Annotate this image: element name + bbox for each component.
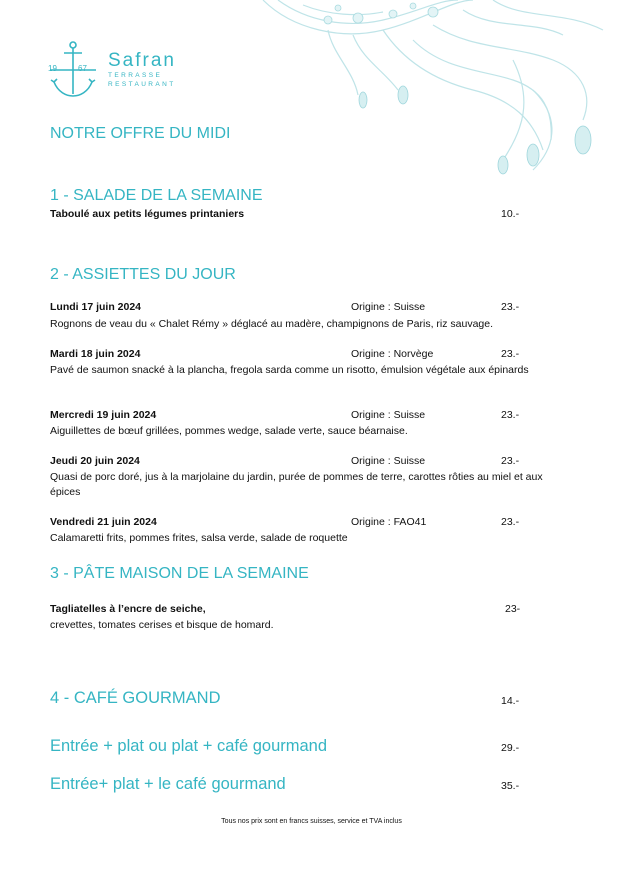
day-price: 23.- [501, 455, 520, 467]
day-description: Quasi de porc doré, jus à la marjolaine du jardin, purée de pommes de terre, carottes rôties au miel et aux épices [50, 471, 543, 498]
day-label: Vendredi 21 juin 2024 [50, 516, 157, 528]
formule-1-label: Entrée + plat ou plat + café gourmand [50, 737, 328, 755]
day-price: 23.- [501, 348, 520, 360]
footer-note: Tous nos prix sont en francs suisses, service et TVA inclus [221, 818, 402, 825]
section-heading-salade: 1 - SALADE DE LA SEMAINE [50, 187, 263, 204]
day-origin: Origine : FAO41 [351, 516, 427, 528]
formule-1-price: 29.- [501, 742, 520, 754]
salade-dish: Taboulé aux petits légumes printaniers [50, 208, 245, 220]
day-origin: Origine : Suisse [351, 409, 426, 421]
logo-name: Safran [108, 50, 176, 71]
day-description: Aiguillettes de bœuf grillées, pommes wedge, salade verte, sauce béarnaise. [50, 425, 408, 437]
page-title: NOTRE OFFRE DU MIDI [50, 125, 231, 142]
day-price: 23.- [501, 516, 520, 528]
jellyfish-illustration [233, 0, 623, 190]
formule-2-price: 35.- [501, 780, 520, 792]
day-price: 23.- [501, 301, 520, 313]
day-label: Jeudi 20 juin 2024 [50, 455, 140, 467]
day-price: 23.- [501, 409, 520, 421]
day-description: Pavé de saumon snacké à la plancha, fregola sarda comme un risotto, émulsion végétale aux épinards [50, 364, 529, 376]
section-heading-cafe: 4 - CAFÉ GOURMAND [50, 689, 221, 707]
pate-description: crevettes, tomates cerises et bisque de homard. [50, 619, 274, 631]
formule-2-label: Entrée+ plat + le café gourmand [50, 775, 286, 793]
day-origin: Origine : Norvège [351, 348, 434, 360]
day-origin: Origine : Suisse [351, 301, 426, 313]
restaurant-logo [48, 40, 208, 102]
pate-dish: Tagliatelles à l’encre de seiche, [50, 603, 206, 615]
pate-price: 23- [505, 603, 521, 615]
cafe-price: 14.- [501, 695, 520, 707]
day-origin: Origine : Suisse [351, 455, 426, 467]
logo-year-right: 67 [78, 64, 87, 73]
day-label: Mardi 18 juin 2024 [50, 348, 141, 360]
logo-subtitle-terrasse: TERRASSE [108, 72, 163, 79]
logo-subtitle-restaurant: RESTAURANT [108, 81, 176, 88]
day-label: Lundi 17 juin 2024 [50, 301, 142, 313]
day-description: Rognons de veau du « Chalet Rémy » déglacé au madère, champignons de Paris, riz sauvage. [50, 318, 494, 330]
day-label: Mercredi 19 juin 2024 [50, 409, 157, 421]
logo-year-left: 19 [48, 64, 57, 73]
day-description: Calamaretti frits, pommes frites, salsa verde, salade de roquette [50, 532, 348, 544]
section-heading-assiettes: 2 - ASSIETTES DU JOUR [50, 266, 236, 283]
section-heading-pate: 3 - PÂTE MAISON DE LA SEMAINE [50, 565, 309, 582]
salade-price: 10.- [501, 208, 520, 220]
